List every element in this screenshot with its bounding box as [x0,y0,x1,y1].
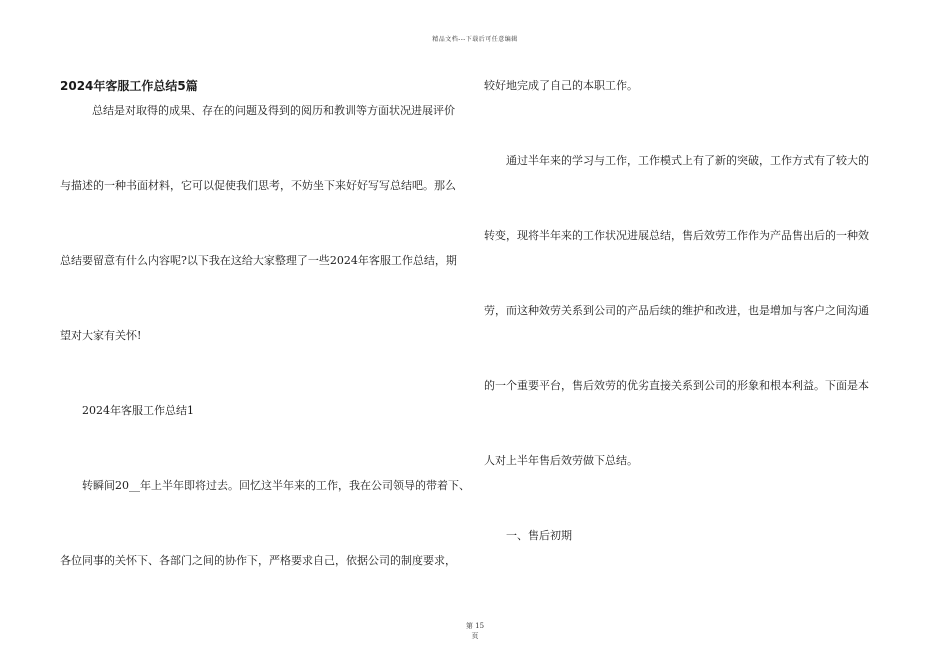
paragraph-line: 总结要留意有什么内容呢?以下我在这给大家整理了一些2024年客服工作总结，期 [60,254,457,267]
page-label-suffix: 页 [471,632,479,640]
paragraph-line: 劳，而这种效劳关系到公司的产品后续的维护和改进，也是增加与客户之间沟通 [484,304,869,317]
page-label-prefix: 第 [465,622,473,630]
paragraph-line: 转瞬间20__年上半年即将过去。回忆这半年来的工作，我在公司领导的带着下、 [82,479,470,492]
paragraph-line: 的一个重要平台，售后效劳的优劣直接关系到公司的形象和根本利益。下面是本 [484,379,869,392]
paragraph-line: 望对大家有关怀! [60,329,142,342]
paragraph-line: 较好地完成了自己的本职工作。 [484,79,638,92]
paragraph-line: 各位同事的关怀下、各部门之间的协作下，严格要求自己，依据公司的制度要求， [60,554,456,567]
page-header: 精品文档---下载后可任意编辑 [432,36,518,43]
page-number-value: 15 [475,622,485,630]
paragraph-line: 人对上半年售后效劳做下总结。 [484,454,638,467]
page-number [0,622,950,631]
document-title: 2024年客服工作总结5篇 [60,79,198,93]
section-heading: 2024年客服工作总结1 [82,404,194,417]
paragraph-line: 与描述的一种书面材料，它可以促使我们思考，不妨坐下来好好写写总结吧。那么 [60,179,456,192]
section-heading: 一、售后初期 [506,529,572,542]
paragraph-line: 转变，现将半年来的工作状况进展总结，售后效劳工作作为产品售出后的一种效 [484,229,869,242]
paragraph-line: 通过半年来的学习与工作，工作模式上有了新的突破，工作方式有了较大的 [506,154,869,167]
paragraph-line: 总结是对取得的成果、存在的问题及得到的阅历和教训等方面状况进展评价 [92,104,455,117]
